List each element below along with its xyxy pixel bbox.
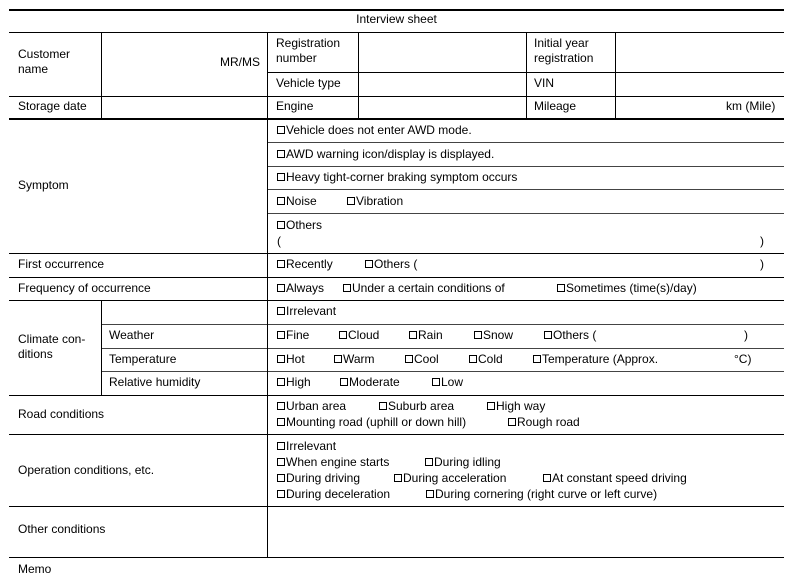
checkbox[interactable] xyxy=(425,458,433,466)
checkbox[interactable] xyxy=(409,331,417,339)
checkbox[interactable] xyxy=(277,402,285,410)
storage-date-label: Storage date xyxy=(18,99,87,113)
rule xyxy=(9,557,784,558)
checkbox[interactable] xyxy=(277,458,285,466)
close-paren: ) xyxy=(760,257,764,271)
road-option[interactable]: Mounting road (uphill or down hill) xyxy=(277,415,466,430)
symptom-others[interactable]: Others xyxy=(277,218,322,233)
checkbox[interactable] xyxy=(277,307,285,315)
first-occurrence-others[interactable]: Others ( xyxy=(365,257,417,272)
checkbox[interactable] xyxy=(379,402,387,410)
symptom-option[interactable]: AWD warning icon/display is displayed. xyxy=(277,147,494,162)
rule xyxy=(267,142,784,143)
operation-option[interactable]: During deceleration xyxy=(277,487,390,502)
operation-option[interactable]: During cornering (right curve or left curve) xyxy=(426,487,657,502)
checkbox[interactable] xyxy=(557,284,565,292)
frequency-under-conditions[interactable]: Under a certain conditions of xyxy=(343,281,505,296)
humidity-option[interactable]: Low xyxy=(432,375,463,390)
rule-top xyxy=(9,9,784,11)
frequency-always[interactable]: Always xyxy=(277,281,324,296)
customer-name-label: Customer name xyxy=(18,47,71,76)
temperature-option[interactable]: Warm xyxy=(334,352,375,367)
weather-option[interactable]: Cloud xyxy=(339,328,379,343)
rule xyxy=(9,277,784,278)
checkbox[interactable] xyxy=(277,378,285,386)
rule-v xyxy=(101,300,102,395)
mr-ms-label: MR/MS xyxy=(220,55,260,69)
checkbox[interactable] xyxy=(340,378,348,386)
checkbox[interactable] xyxy=(277,260,285,268)
other-conditions-label: Other conditions xyxy=(18,522,106,536)
checkbox[interactable] xyxy=(334,355,342,363)
weather-option[interactable]: Snow xyxy=(474,328,513,343)
initial-year-registration-label: Initial year registration xyxy=(534,36,594,65)
rule xyxy=(101,324,784,325)
temperature-option[interactable]: Temperature (Approx. xyxy=(533,352,658,367)
operation-option[interactable]: When engine starts xyxy=(277,455,389,470)
checkbox[interactable] xyxy=(474,331,482,339)
checkbox[interactable] xyxy=(347,197,355,205)
checkbox[interactable] xyxy=(405,355,413,363)
checkbox[interactable] xyxy=(544,331,552,339)
registration-number-label: Registration number xyxy=(276,36,341,65)
rule xyxy=(101,371,784,372)
rule-v xyxy=(526,32,527,118)
humidity-option[interactable]: High xyxy=(277,375,311,390)
symptom-option[interactable]: Heavy tight-corner braking symptom occurs xyxy=(277,170,517,185)
checkbox[interactable] xyxy=(533,355,541,363)
checkbox[interactable] xyxy=(487,402,495,410)
checkbox[interactable] xyxy=(339,331,347,339)
checkbox[interactable] xyxy=(277,126,285,134)
road-option[interactable]: Rough road xyxy=(508,415,580,430)
humidity-option[interactable]: Moderate xyxy=(340,375,400,390)
memo-label: Memo xyxy=(18,562,52,576)
mileage-unit: km (Mile) xyxy=(726,99,776,113)
climate-label: Climate con- ditions xyxy=(18,332,86,361)
rule xyxy=(267,213,784,214)
symptom-noise[interactable]: Noise xyxy=(277,194,317,209)
temperature-option[interactable]: Cool xyxy=(405,352,439,367)
rule-v xyxy=(101,32,102,118)
checkbox[interactable] xyxy=(543,474,551,482)
checkbox[interactable] xyxy=(277,173,285,181)
road-label: Road conditions xyxy=(18,407,105,421)
checkbox[interactable] xyxy=(277,150,285,158)
close-paren: ) xyxy=(760,234,764,248)
checkbox[interactable] xyxy=(277,442,285,450)
weather-label: Weather xyxy=(109,328,155,342)
temperature-option[interactable]: Hot xyxy=(277,352,305,367)
rule xyxy=(267,166,784,167)
checkbox[interactable] xyxy=(508,418,516,426)
rule xyxy=(9,434,784,435)
checkbox[interactable] xyxy=(277,474,285,482)
symptom-label: Symptom xyxy=(18,178,69,192)
humidity-label: Relative humidity xyxy=(109,375,201,389)
operation-option[interactable]: Irrelevant xyxy=(277,439,336,454)
rule xyxy=(267,189,784,190)
checkbox[interactable] xyxy=(277,355,285,363)
checkbox[interactable] xyxy=(343,284,351,292)
road-option[interactable]: High way xyxy=(487,399,545,414)
symptom-vibration[interactable]: Vibration xyxy=(347,194,403,209)
rule xyxy=(9,300,784,301)
checkbox[interactable] xyxy=(365,260,373,268)
checkbox[interactable] xyxy=(277,331,285,339)
checkbox[interactable] xyxy=(469,355,477,363)
checkbox[interactable] xyxy=(277,221,285,229)
road-option[interactable]: Suburb area xyxy=(379,399,454,414)
operation-option[interactable]: During acceleration xyxy=(394,471,506,486)
checkbox[interactable] xyxy=(277,284,285,292)
rule xyxy=(9,118,784,120)
rule xyxy=(9,253,784,254)
frequency-sometimes[interactable]: Sometimes (time(s)/day) xyxy=(557,281,697,296)
rule xyxy=(9,395,784,396)
mileage-label: Mileage xyxy=(534,99,577,113)
rule xyxy=(9,32,784,33)
rule xyxy=(9,96,784,97)
rule-v xyxy=(267,32,268,557)
road-option[interactable]: Urban area xyxy=(277,399,346,414)
temperature-unit: °C) xyxy=(734,352,752,366)
vin-label: VIN xyxy=(534,76,555,90)
rule xyxy=(101,348,784,349)
open-paren: ( xyxy=(277,234,281,248)
weather-option[interactable]: Fine xyxy=(277,328,309,343)
weather-option[interactable]: Rain xyxy=(409,328,443,343)
checkbox[interactable] xyxy=(277,197,285,205)
temperature-label: Temperature xyxy=(109,352,177,366)
sheet-title: Interview sheet xyxy=(356,12,437,26)
temperature-option[interactable]: Cold xyxy=(469,352,503,367)
symptom-option[interactable]: Vehicle does not enter AWD mode. xyxy=(277,123,472,138)
operation-option[interactable]: At constant speed driving xyxy=(543,471,687,486)
checkbox[interactable] xyxy=(432,378,440,386)
first-occurrence-recently[interactable]: Recently xyxy=(277,257,333,272)
checkbox[interactable] xyxy=(426,490,434,498)
first-occurrence-label: First occurrence xyxy=(18,257,105,271)
rule-v xyxy=(358,32,359,118)
checkbox[interactable] xyxy=(277,490,285,498)
close-paren: ) xyxy=(744,328,748,342)
engine-label: Engine xyxy=(276,99,314,113)
operation-option[interactable]: During idling xyxy=(425,455,501,470)
weather-option[interactable]: Others ( xyxy=(544,328,596,343)
checkbox[interactable] xyxy=(394,474,402,482)
rule-v xyxy=(615,32,616,118)
operation-label: Operation conditions, etc. xyxy=(18,463,155,477)
operation-option[interactable]: During driving xyxy=(277,471,360,486)
vehicle-type-label: Vehicle type xyxy=(276,76,341,90)
rule xyxy=(9,506,784,507)
frequency-label: Frequency of occurrence xyxy=(18,281,151,295)
climate-irrelevant[interactable]: Irrelevant xyxy=(277,304,336,319)
checkbox[interactable] xyxy=(277,418,285,426)
